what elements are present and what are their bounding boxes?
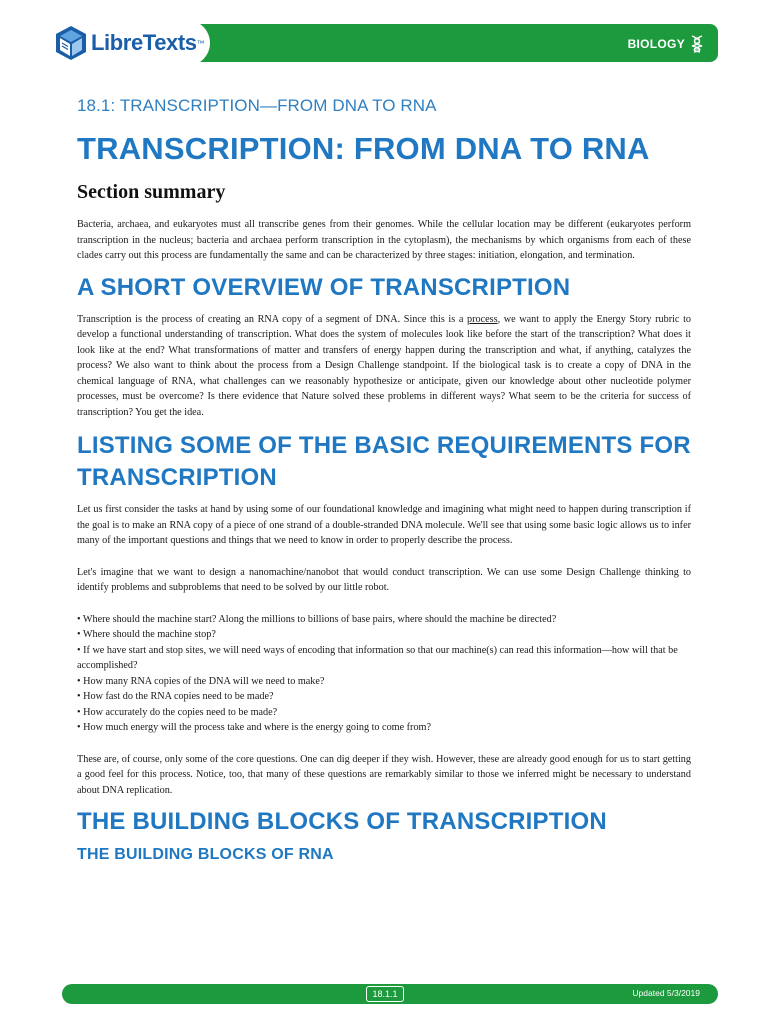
building-blocks-heading: THE BUILDING BLOCKS OF TRANSCRIPTION [77,808,607,835]
list-item: • How accurately do the copies need to be made? [77,706,278,718]
updated-date: Updated 5/3/2019 [632,988,700,998]
list-item: • How many RNA copies of the DNA will we need to make? [77,675,325,687]
overview-heading: A SHORT OVERVIEW OF TRANSCRIPTION [77,273,571,301]
list-item: • If we have start and stop sites, we will need ways of encoding that information so that our machine(s) can read this information—how will that be accomplished? [77,644,678,671]
requirements-para-1: Let us first consider the tasks at hand by using some of our foundational knowledge and imagining what might need to happen during transcription if the goal is to make an RNA copy of a piece of one strand of a double-stranded DNA molecule. We'll see that using some basic logic allows us to infer many of the important questions and things that we need to know in order to properly describe the process. [77,504,691,546]
list-item: • Where should the machine start? Along the millions to billions of base pairs, where should the machine be directed? [77,613,557,625]
overview-text-after: , we want to apply the Energy Story rubric to develop a functional understanding of transcription. What does the system of molecules look like before the start of the transcription? What does it look like at the end? What transformations of matter and transfers of energy happen during the transcription and what, if anything, catalyzes the process? We also want to think about the process from a Design Challenge standpoint. If the biological task is to create a copy of DNA in the chemical language of RNA, what challenges can we reasonably hypothesize or anticipate, given our knowledge about other nucleotide polymer processes, must be overcome? Is there evidence that Nature solved these problems in different ways? What seem to be the criteria for success of transcription? You get the idea. [77,313,691,418]
section-summary-text: Bacteria, archaea, and eukaryotes must all transcribe genes from their genomes. While the cellular location may be different (eukaryotes perform transcription in the nucleus; bacteria and archaea perform transcription in the cytoplasm), the mechanisms by which organisms from each of these clades carry out this process are fundamentally the same and can be characterized by three stages: initiation, elongation, and termination. [77,219,691,261]
page-number: 18.1.1 [366,986,404,1002]
page-content [77,96,691,864]
list-item: • Where should the machine stop? [77,629,216,640]
requirements-para-3: These are, of course, only some of the core questions. One can dig deeper if they wish. However, these are already good enough for us to start getting a good feel for this process. Notice, too, that many of these questions are remarkably similar to those we inferred might be necessary to understand about DNA replication. [77,753,691,796]
list-item: • How much energy will the process take and where is the energy going to come from? [77,722,431,733]
logo-trademark: ™ [196,38,205,48]
building-blocks-subheading: THE BUILDING BLOCKS OF RNA [77,846,334,863]
section-breadcrumb[interactable]: 18.1: TRANSCRIPTION—FROM DNA TO RNA [77,96,437,115]
overview-text-before: Transcription is the process of creating an RNA copy of a segment of DNA. Since this is a [77,313,467,325]
section-summary-heading: Section summary [77,181,226,203]
logo-wordmark: LibreTexts [91,30,197,55]
process-link[interactable]: process [467,313,498,325]
page-title: TRANSCRIPTION: FROM DNA TO RNA [77,131,650,166]
libretexts-logo[interactable] [46,20,210,66]
question-list [77,612,691,736]
requirements-para-2: Let's imagine that we want to design a nanomachine/nanobot that would conduct transcription. We can use some Design Challenge thinking to identify problems and subproblems that need to be solved by our little robot. [77,566,691,593]
subject-text: BIOLOGY [627,37,685,51]
dna-icon [690,35,704,53]
overview-text [77,312,691,421]
requirements-heading: LISTING SOME OF THE BASIC REQUIREMENTS FOR TRANSCRIPTION [77,432,691,491]
subject-label[interactable] [628,35,704,53]
list-item: • How fast do the RNA copies need to be made? [77,691,274,702]
logo-cube-icon [54,25,88,61]
